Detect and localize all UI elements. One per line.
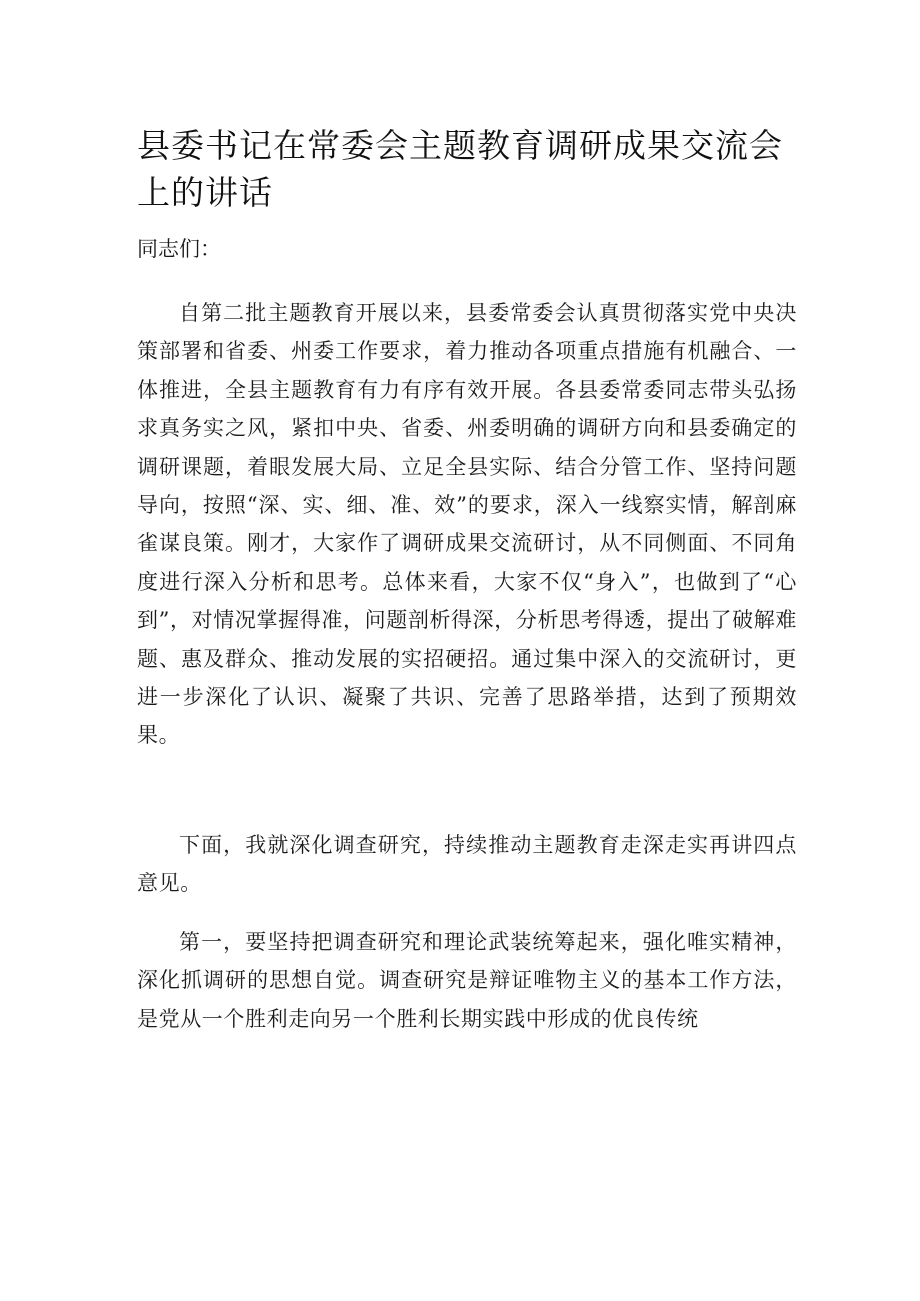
- document-title: 县委书记在常委会主题教育调研成果交流会上的讲话: [137, 126, 783, 212]
- salutation: 同志们：: [137, 237, 221, 261]
- paragraph-3: 第一，要坚持把调查研究和理论武装统筹起来，强化唯实精神，深化抓调研的思想自觉。调查研究是辩证唯物主义的基本工作方法，是党从一个胜利走向另一个胜利长期实践中形成的优良传统: [137, 929, 797, 1031]
- paragraph-1: 自第二批主题教育开展以来，县委常委会认真贯彻落实党中央决策部署和省委、州委工作要求，着力推动各项重点措施有机融合、一体推进，全县主题教育有力有序有效开展。各县委常委同志带头弘扬求真务实之风，紧扣中央、省委、州委明确的调研方向和县委确定的调研课题，着眼发展大局、立足全县实际、结合分管工作、坚持问题导向，按照“深、实、细、准、效”的要求，深入一线察实情，解剖麻雀谋良策。刚才，大家作了调研成果交流研讨，从不同侧面、不同角度进行深入分析和思考。总体来看，大家不仅“身入”，也做到了“心到”，对情况掌握得准，问题剖析得深，分析思考得透，提出了破解难题、惠及群众、推动发展的实招硬招。通过集中深入的交流研讨，更进一步深化了认识、凝聚了共识、完善了思路举措，达到了预期效果。: [137, 301, 797, 748]
- document-page: [137, 122, 797, 1038]
- paragraph-2: 下面，我就深化调查研究，持续推动主题教育走深走实再讲四点意见。: [137, 832, 797, 896]
